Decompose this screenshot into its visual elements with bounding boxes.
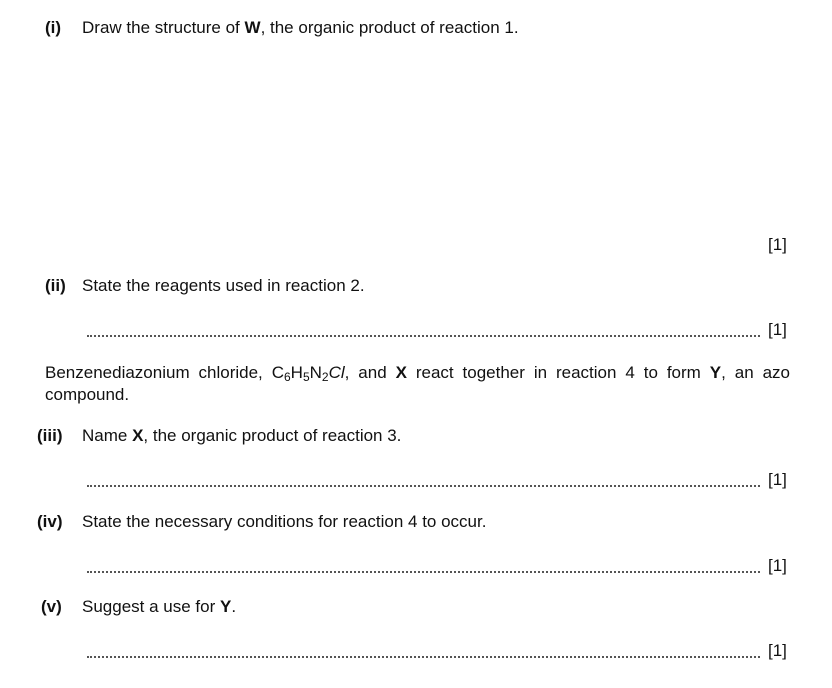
question-text-i-start: Draw the structure of xyxy=(82,18,245,37)
question-label-v: (v) xyxy=(41,597,62,616)
answer-line-v[interactable] xyxy=(87,656,760,658)
mark-ii: [1] xyxy=(768,320,787,339)
question-text-v-bold: Y xyxy=(219,597,232,616)
mark-i: [1] xyxy=(768,235,787,254)
question-text-iii-start: Name xyxy=(82,426,133,445)
mark-v: [1] xyxy=(768,641,787,660)
question-text-iii-bold: X xyxy=(132,426,144,445)
formula-c: C xyxy=(271,363,284,382)
formula-n: N xyxy=(309,363,322,382)
formula xyxy=(272,363,345,382)
intro-text-4: , an azo compound. xyxy=(45,363,790,404)
formula-h: H xyxy=(290,363,303,382)
intro-text-1: Benzenediazonium chloride, xyxy=(45,363,272,382)
question-text-i-end: , the organic product of reaction 1. xyxy=(260,18,519,37)
question-text-i xyxy=(82,18,519,38)
intro-text-2: , and xyxy=(344,363,396,382)
formula-n-sub: 2 xyxy=(321,370,329,384)
question-text-iv: State the necessary conditions for reaction 4 to occur. xyxy=(82,512,487,531)
answer-line-iii[interactable] xyxy=(87,485,760,487)
question-text-v-start: Suggest a use for xyxy=(82,597,220,616)
intro-y: Y xyxy=(709,363,722,382)
question-text-v-end: . xyxy=(231,597,237,616)
intro-paragraph xyxy=(45,362,790,406)
question-label-i: (i) xyxy=(45,18,62,37)
question-text-ii: State the reagents used in reaction 2. xyxy=(82,276,365,295)
mark-iii: [1] xyxy=(768,470,787,489)
question-text-iii xyxy=(82,426,401,446)
formula-h-sub: 5 xyxy=(302,370,310,384)
formula-c-sub: 6 xyxy=(283,370,291,384)
question-text-i-bold: W xyxy=(244,18,261,37)
mark-iv: [1] xyxy=(768,556,787,575)
formula-cl: Cl xyxy=(328,363,345,382)
question-text-iii-end: , the organic product of reaction 3. xyxy=(143,426,402,445)
intro-text-3: react together in reaction 4 to form xyxy=(406,363,710,382)
intro-x: X xyxy=(395,363,407,382)
question-text-v xyxy=(82,597,236,617)
answer-line-ii[interactable] xyxy=(87,335,760,337)
question-label-iii: (iii) xyxy=(37,426,63,445)
question-label-ii: (ii) xyxy=(45,276,66,295)
answer-line-iv[interactable] xyxy=(87,571,760,573)
question-label-iv: (iv) xyxy=(37,512,63,531)
